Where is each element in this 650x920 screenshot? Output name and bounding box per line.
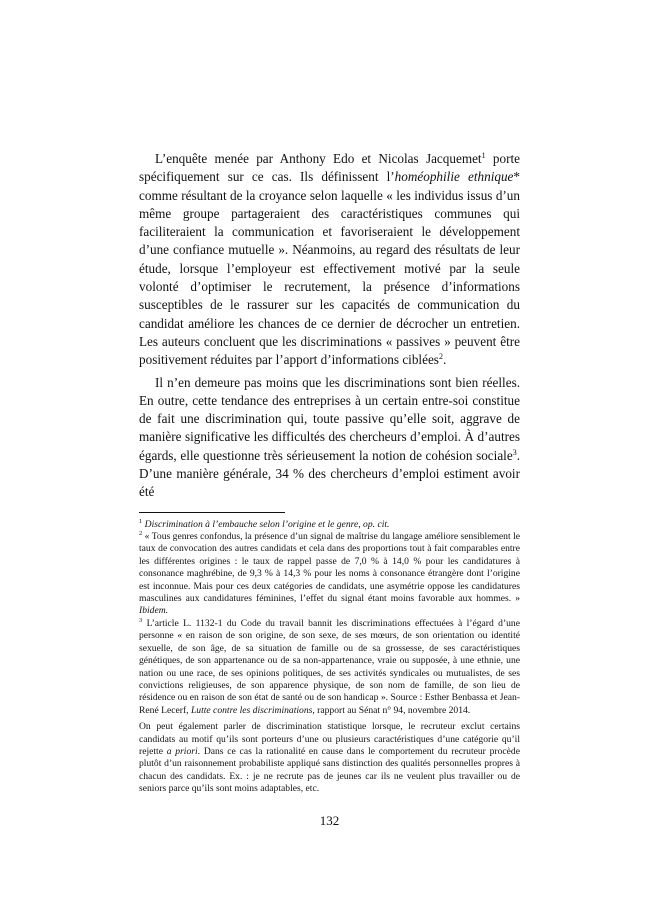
footnote-2 [139, 531, 520, 618]
text-run: . D’une manière générale, 34 % des chercheurs d’emploi estiment avoir été [139, 447, 520, 500]
text-run: L’article L. 1132-1 du Code du travail bannit les discriminations effectuées à l’égard d’une personne « en raison de son origine, de son sexe, de ses mœurs, de son orientation ou identité sexuelle, de son âge, de sa situation de famille ou de sa grossesse, de ses caractéristiques génétiques, de son appartenance ou de sa non-appartenance, vraie ou supposée, à une ethnie, une nation ou une race, de ses opinions politiques, de ses activités syndicales ou mutualistes, de ses convictions religieuses, de son apparence physique, de son nom de famille, de son lieu de résidence ou en raison de son état de santé ou de son handicap ». Source : Esther Benbassa et Jean-René Lecerf, [139, 617, 520, 716]
text-run: , rapport au Sénat n° 94, novembre 2014. [312, 704, 471, 716]
text-run: . [442, 352, 447, 368]
page-number: 132 [319, 813, 340, 828]
footnote-3 [139, 618, 520, 717]
footnote-1 [139, 519, 520, 531]
footnote-ref-1[interactable]: 1 [481, 151, 486, 160]
page-content [139, 150, 520, 796]
footnote-number: 3 [139, 616, 143, 624]
text-run: L’enquête menée par Anthony Edo et Nicolas Jacquemet [155, 151, 482, 166]
text-run-italic: Ibidem. [139, 605, 169, 617]
text-run: . Dans ce cas la rationalité en cause dans le comportement du recruteur procède plutôt d’un raisonnement probabiliste appliqué sans distinction des qualités personnelles propres à chacun des candidats. Ex. : je ne recrute pas de jeunes car ils ne veulent plus travailler ou de seniors parce qu’ils sont moins adaptables, etc. [139, 745, 520, 795]
text-run: Il n’en demeure pas moins que les discriminations sont bien réelles. En outre, cette tendance des entreprises à un certain entre-soi constitue de fait une discrimination qui, toute passive qu’elle soit, aggrave de manière significative les difficultés des chercheurs d’emploi. À d’autres égards, elle questionne très sérieusement la notion de cohésion sociale [139, 374, 520, 463]
footnote-ref-3[interactable]: 3 [512, 447, 517, 457]
footnotes [139, 519, 520, 796]
text-run: * comme résultant de la croyance selon laquelle « les individus issus d’un même groupe partageraient des caractéristiques communes qui faciliteraient la communication et favoriseraient le développement d’une confiance mutuelle ». Néanmoins, au regard des résultats de leur étude, lorsque l’employeur est effectivement motivé par la seule volonté d’optimiser le recrutement, la présence d’informations susceptibles de le rassurer sur les capacités de communication du candidat améliore les chances de ce dernier de décrocher un entretien. Les auteurs concluent que les discriminations « passives » peuvent être positivement réduites par l’apport d’informations ciblées [139, 169, 520, 368]
footnote-separator [139, 512, 285, 513]
text-run: On peut également parler de discrimination statistique lorsque, le recruteur exclut certains candidats au motif qu’ils sont porteurs d’une ou plusieurs caractéristiques d’une catégorie qu’il rejette [139, 721, 520, 757]
paragraph-1 [139, 150, 520, 370]
text-run: « Tous genres confondus, la présence d’un signal de maîtrise du langage améliore sensiblement le taux de convocation des autres candidats et cela dans des proportions tout à fait comparables entre les différentes origines : le taux de rappel passe de 7,0 % à 14,0 % pour les candidatures à consonance maghrébine, de 9,3 % à 14,3 % pour les noms à consonance étrangère dont l’origine est inconnue. Mais pour ces deux catégories de candidats, une asymétrie oppose les candidatures masculines aux candidatures féminines, l’effet du signal étant moins favorable aux hommes. » [139, 531, 520, 605]
term-italic: homéophilie ethnique [394, 169, 514, 185]
footnote-number: 2 [139, 530, 143, 538]
footnote-3-continuation [139, 721, 520, 795]
text-run: , [358, 518, 364, 530]
text-run-italic: a priori [166, 745, 198, 757]
footnote-title: Discrimination à l’embauche selon l’origine et le genre [144, 518, 359, 530]
paragraph-2 [139, 374, 520, 502]
text-run-italic: Lutte contre les discriminations [190, 704, 313, 716]
body-text [139, 150, 520, 502]
footnote-number: 1 [139, 517, 143, 525]
footnote-ref-2[interactable]: 2 [438, 352, 443, 362]
text-run-italic: op. cit. [363, 518, 390, 530]
text-run: porte spécifiquement sur ce cas. Ils définissent l’ [139, 151, 520, 185]
